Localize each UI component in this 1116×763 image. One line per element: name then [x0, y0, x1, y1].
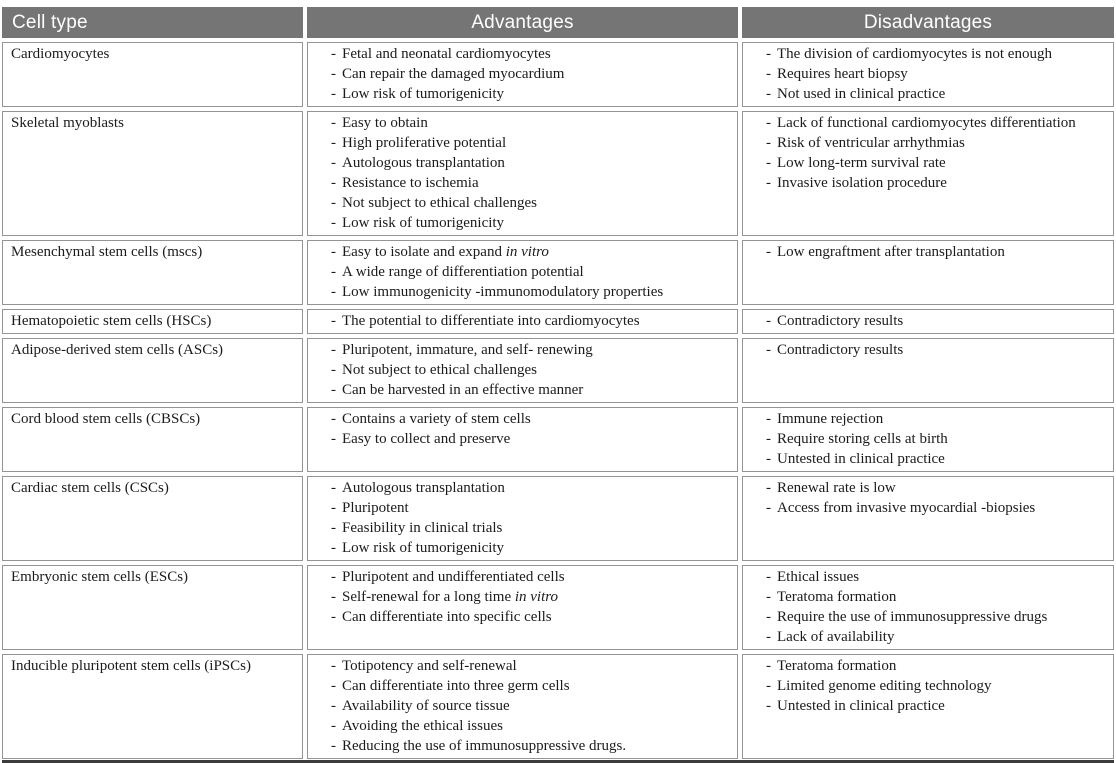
advantages-cell [307, 654, 738, 759]
list-item-text: Pluripotent, immature, and self- renewing [342, 342, 593, 358]
list-item-text: Require the use of immunosuppressive drugs [777, 609, 1048, 625]
list-item-text: Reducing the use of immunosuppressive drugs. [342, 738, 627, 754]
bullet-dash: - [331, 678, 336, 694]
list-item [743, 627, 1109, 647]
list-item [308, 736, 733, 756]
cell-type-cell: Adipose-derived stem cells (ASCs) [2, 338, 303, 403]
list-item [743, 153, 1109, 173]
list-item [308, 64, 733, 84]
bullet-dash: - [331, 431, 336, 447]
column-header-advantages: Advantages [307, 7, 738, 38]
bullet-dash: - [331, 155, 336, 171]
disadvantages-cell [742, 309, 1114, 334]
bullet-dash: - [331, 609, 336, 625]
list-item [308, 173, 733, 193]
list-item-text: Contains a variety of stem cells [342, 411, 531, 427]
list-item [743, 44, 1109, 64]
bullet-dash: - [331, 718, 336, 734]
bullet-dash: - [766, 569, 771, 585]
list-item-text: Immune rejection [777, 411, 884, 427]
bullet-dash: - [331, 284, 336, 300]
bullet-dash: - [766, 451, 771, 467]
list-item-text: Low engraftment after transplantation [777, 244, 1005, 260]
list-item [308, 262, 733, 282]
list-item-text: Self-renewal for a long time in vitro [342, 589, 559, 605]
advantages-cell [307, 111, 738, 236]
list-item [743, 311, 1109, 331]
advantages-cell [307, 42, 738, 107]
bullet-dash: - [331, 342, 336, 358]
list-item-text: Low risk of tumorigenicity [342, 540, 505, 556]
list-item-text: Lack of availability [777, 629, 895, 645]
disadvantages-cell [742, 565, 1114, 650]
list-item-text: Low immunogenicity -immunomodulatory properties [342, 284, 664, 300]
bullet-dash: - [331, 313, 336, 329]
list-item-text: The potential to differentiate into cardiomyocytes [342, 313, 640, 329]
list-item [743, 173, 1109, 193]
list-item [308, 113, 733, 133]
list-item [308, 478, 733, 498]
bullet-dash: - [766, 431, 771, 447]
list-item [743, 587, 1109, 607]
disadvantages-cell [742, 338, 1114, 403]
list-item [308, 133, 733, 153]
bullet-dash: - [331, 215, 336, 231]
list-item [743, 567, 1109, 587]
list-item-text: Contradictory results [777, 342, 904, 358]
bullet-dash: - [331, 658, 336, 674]
list-item [308, 498, 733, 518]
list-item-text: Can be harvested in an effective manner [342, 382, 584, 398]
bullet-dash: - [331, 175, 336, 191]
list-item [308, 193, 733, 213]
cell-type-cell: Cardiomyocytes [2, 42, 303, 107]
list-item-text: Can differentiate into three germ cells [342, 678, 570, 694]
list-item [308, 567, 733, 587]
cell-type-cell: Inducible pluripotent stem cells (iPSCs) [2, 654, 303, 759]
bullet-dash: - [331, 115, 336, 131]
advantages-cell [307, 240, 738, 305]
bullet-dash: - [766, 589, 771, 605]
cell-table-grid [2, 7, 1114, 759]
bullet-dash: - [766, 244, 771, 260]
bullet-dash: - [331, 86, 336, 102]
list-item [308, 518, 733, 538]
list-item-text: Resistance to ischemia [342, 175, 479, 191]
bullet-dash: - [766, 46, 771, 62]
bullet-dash: - [331, 540, 336, 556]
bullet-dash: - [766, 629, 771, 645]
list-item-text: Not used in clinical practice [777, 86, 946, 102]
list-item [308, 587, 733, 607]
list-item [308, 242, 733, 262]
list-item [743, 84, 1109, 104]
advantages-cell [307, 476, 738, 561]
bullet-dash: - [331, 589, 336, 605]
list-item-text: Can differentiate into specific cells [342, 609, 552, 625]
bullet-dash: - [766, 155, 771, 171]
list-item [743, 242, 1109, 262]
list-item-text: Renewal rate is low [777, 480, 896, 496]
advantages-cell [307, 565, 738, 650]
list-item-text: Availability of source tissue [342, 698, 510, 714]
column-header-cell-type: Cell type [2, 7, 303, 38]
bullet-dash: - [766, 609, 771, 625]
list-item-text: Requires heart biopsy [777, 66, 908, 82]
list-item-text: A wide range of differentiation potential [342, 264, 584, 280]
cell-type-cell: Cardiac stem cells (CSCs) [2, 476, 303, 561]
list-item [308, 282, 733, 302]
list-item [308, 213, 733, 233]
bullet-dash: - [766, 115, 771, 131]
list-item-text: Low long-term survival rate [777, 155, 946, 171]
list-item [308, 676, 733, 696]
list-item [743, 478, 1109, 498]
bullet-dash: - [766, 175, 771, 191]
list-item [743, 696, 1109, 716]
list-item [308, 84, 733, 104]
bullet-dash: - [766, 66, 771, 82]
bullet-dash: - [766, 500, 771, 516]
advantages-cell [307, 407, 738, 472]
bullet-dash: - [331, 500, 336, 516]
list-item [743, 449, 1109, 469]
list-item [743, 64, 1109, 84]
list-item-text: Not subject to ethical challenges [342, 195, 537, 211]
list-item-text: Pluripotent and undifferentiated cells [342, 569, 565, 585]
bullet-dash: - [331, 411, 336, 427]
bullet-dash: - [766, 658, 771, 674]
list-item-text: Autologous transplantation [342, 155, 505, 171]
bullet-dash: - [766, 698, 771, 714]
list-item [308, 380, 733, 400]
list-item-text: Access from invasive myocardial -biopsies [777, 500, 1036, 516]
list-item [743, 340, 1109, 360]
bullet-dash: - [766, 313, 771, 329]
list-item [743, 656, 1109, 676]
list-item [308, 716, 733, 736]
disadvantages-cell [742, 654, 1114, 759]
list-item [743, 498, 1109, 518]
list-item-text: Contradictory results [777, 313, 904, 329]
list-item-text: Untested in clinical practice [777, 451, 945, 467]
list-item-text: Low risk of tumorigenicity [342, 86, 505, 102]
disadvantages-cell [742, 240, 1114, 305]
bullet-dash: - [766, 480, 771, 496]
bullet-dash: - [331, 66, 336, 82]
list-item-text: Lack of functional cardiomyocytes differentiation [777, 115, 1076, 131]
cell-type-cell: Cord blood stem cells (CBSCs) [2, 407, 303, 472]
advantages-cell [307, 338, 738, 403]
column-header-disadvantages: Disadvantages [742, 7, 1114, 38]
bullet-dash: - [331, 738, 336, 754]
disadvantages-cell [742, 407, 1114, 472]
list-item-text: Invasive isolation procedure [777, 175, 947, 191]
list-item [743, 133, 1109, 153]
list-item-text: Ethical issues [777, 569, 860, 585]
bullet-dash: - [331, 264, 336, 280]
list-item-text: Limited genome editing technology [777, 678, 992, 694]
bullet-dash: - [331, 195, 336, 211]
list-item-text: Require storing cells at birth [777, 431, 948, 447]
list-item-text: Can repair the damaged myocardium [342, 66, 565, 82]
cell-type-cell: Mesenchymal stem cells (mscs) [2, 240, 303, 305]
bullet-dash: - [766, 411, 771, 427]
list-item-text: Autologous transplantation [342, 480, 505, 496]
list-item-text: Totipotency and self-renewal [342, 658, 517, 674]
bullet-dash: - [331, 569, 336, 585]
list-item [308, 607, 733, 627]
list-item-text: Teratoma formation [777, 658, 897, 674]
bullet-dash: - [331, 520, 336, 536]
list-item [743, 607, 1109, 627]
list-item [308, 538, 733, 558]
list-item-text: Not subject to ethical challenges [342, 362, 537, 378]
cell-type-cell: Embryonic stem cells (ESCs) [2, 565, 303, 650]
list-item-text: High proliferative potential [342, 135, 507, 151]
disadvantages-cell [742, 476, 1114, 561]
list-item [743, 429, 1109, 449]
bullet-dash: - [766, 678, 771, 694]
list-item [308, 311, 733, 331]
bullet-dash: - [331, 362, 336, 378]
list-item [308, 656, 733, 676]
list-item-text: Teratoma formation [777, 589, 897, 605]
list-item-text: The division of cardiomyocytes is not enough [777, 46, 1052, 62]
list-item-text: Fetal and neonatal cardiomyocytes [342, 46, 551, 62]
cell-type-cell: Hematopoietic stem cells (HSCs) [2, 309, 303, 334]
bullet-dash: - [331, 480, 336, 496]
list-item [743, 409, 1109, 429]
list-item [308, 153, 733, 173]
list-item [743, 113, 1109, 133]
list-item-text: Pluripotent [342, 500, 409, 516]
bullet-dash: - [331, 382, 336, 398]
list-item-text: Avoiding the ethical issues [342, 718, 503, 734]
list-item-text: Untested in clinical practice [777, 698, 945, 714]
list-item-text: Risk of ventricular arrhythmias [777, 135, 965, 151]
list-item [308, 360, 733, 380]
bullet-dash: - [766, 342, 771, 358]
advantages-cell [307, 309, 738, 334]
bullet-dash: - [331, 698, 336, 714]
list-item-text: Easy to isolate and expand in vitro [342, 244, 549, 260]
disadvantages-cell [742, 111, 1114, 236]
list-item-text: Feasibility in clinical trials [342, 520, 503, 536]
list-item-text: Low risk of tumorigenicity [342, 215, 505, 231]
disadvantages-cell [742, 42, 1114, 107]
list-item [308, 409, 733, 429]
bullet-dash: - [766, 135, 771, 151]
bullet-dash: - [331, 46, 336, 62]
list-item [308, 696, 733, 716]
list-item-text: Easy to collect and preserve [342, 431, 511, 447]
bullet-dash: - [331, 244, 336, 260]
list-item-text: Easy to obtain [342, 115, 428, 131]
bullet-dash: - [766, 86, 771, 102]
list-item [308, 429, 733, 449]
list-item [743, 676, 1109, 696]
bullet-dash: - [331, 135, 336, 151]
list-item [308, 44, 733, 64]
cell-type-cell: Skeletal myoblasts [2, 111, 303, 236]
list-item [308, 340, 733, 360]
